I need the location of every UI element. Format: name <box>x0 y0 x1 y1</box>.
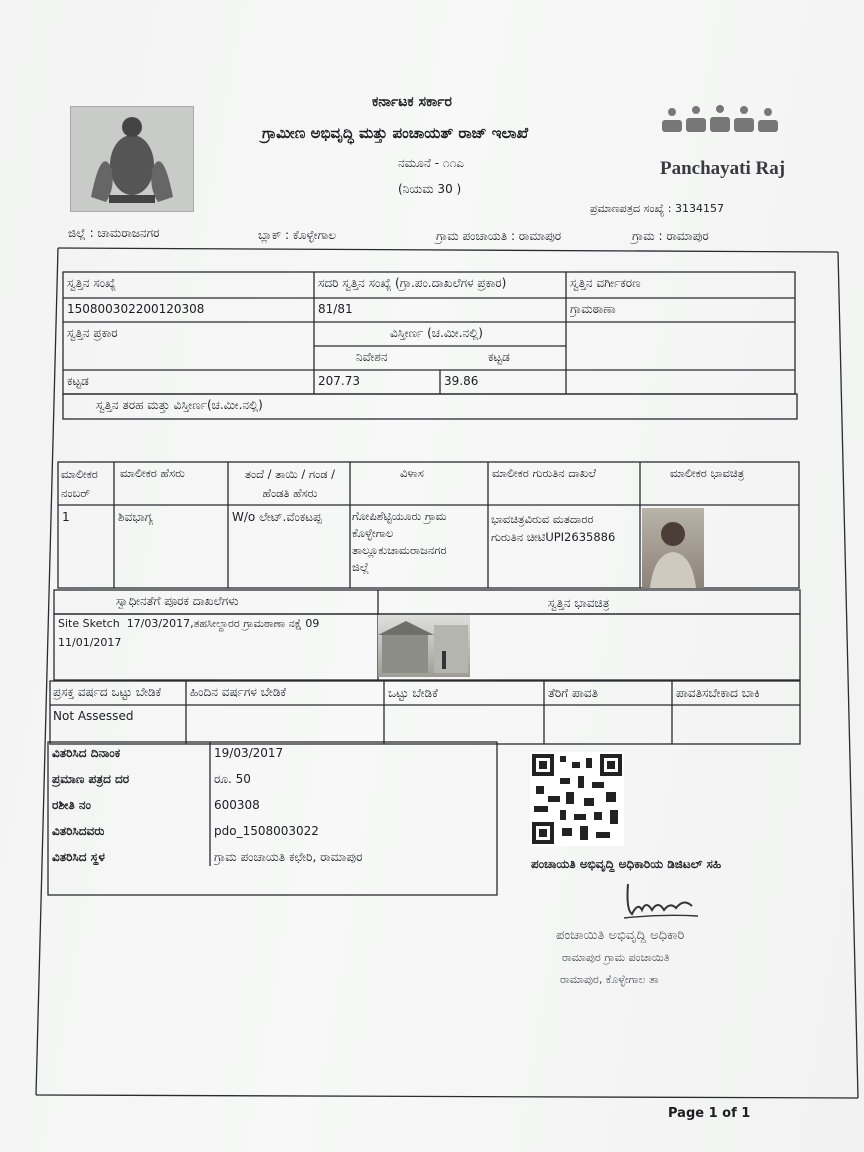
property-class: ಗ್ರಾಮಠಾಣಾ <box>570 302 616 316</box>
area-label: ವಿಸ್ತೀರ್ಣ (ಚ.ಮೀ.ನಲ್ಲಿ) <box>390 326 483 340</box>
district: ಜಿಲ್ಲೆ : ಚಾಮರಾಜನಗರ <box>68 226 160 240</box>
property-no-label: ಸ್ವತ್ತಿನ ಸಂಖ್ಯೆ <box>67 276 116 290</box>
owner-photo <box>642 508 704 588</box>
id-header: ಮಾಲೀಕರ ಗುರುತಿನ ದಾಖಲೆ <box>492 466 597 480</box>
stamp-line-1: ಪಂಚಾಯಿತಿ ಅಭಿವೃದ್ಧಿ ಅಧಿಕಾರಿ <box>556 928 685 943</box>
sketch-date: 11/01/2017 <box>58 636 122 649</box>
site-sketch: Site Sketch 17/03/2017,ತಹಸೀಲ್ದಾರರ ಗ್ರಾಮಠಾಣಾ ನಕ್ಷೆ 09 <box>58 617 320 630</box>
owner-relation: W/o ಲೇಟ್.ವೆಂಕಟಪ್ಪ <box>232 510 322 524</box>
fee: ರೂ. 50 <box>214 772 251 786</box>
photo-header: ಮಾಲೀಕರ ಭಾವಚಿತ್ರ <box>670 466 745 480</box>
docs-label: ಸ್ವಾಧೀನತೆಗೆ ಪೂರಕ ದಾಖಲೆಗಳು <box>116 594 239 608</box>
property-photo <box>378 615 470 677</box>
local-no-label: ಸದರಿ ಸ್ವತ್ತಿನ ಸಂಖ್ಯೆ (ಗ್ರಾ.ಪಂ.ದಾಖಲೆಗಳ ಪ್ರಕಾರ) <box>318 276 507 290</box>
receipt-no: 600308 <box>214 798 260 812</box>
property-type: ಕಟ್ಟಡ <box>67 374 89 388</box>
dept-title: ಗ್ರಾಮೀಣ ಅಭಿವೃದ್ಧಿ ಮತ್ತು ಪಂಚಾಯತ್ ರಾಜ್ ಇಲಾಖೆ <box>262 124 529 142</box>
stamp-line-3: ರಾಮಾಪುರ, ಕೊಳ್ಳೇಗಾಲ ತಾ <box>560 973 659 986</box>
form-number: ನಮೂನೆ - ೧೧ಎ <box>398 156 464 170</box>
type-label: ಸ್ವತ್ತಿನ ಪ್ರಕಾರ <box>67 326 118 340</box>
site-label: ನಿವೇಶನ <box>356 350 388 364</box>
class-label: ಸ್ವತ್ತಿನ ವರ್ಗೀಕರಣ <box>570 276 641 290</box>
desc-label: ಸ್ವತ್ತಿನ ತರಹ ಮತ್ತು ವಿಸ್ತೀರ್ಣ(ಚ.ಮೀ.ನಲ್ಲಿ) <box>96 398 263 412</box>
receipt-label: ರಶೀತಿ ನಂ <box>52 798 91 812</box>
village: ಗ್ರಾಮ : ರಾಮಾಪುರ <box>632 229 709 243</box>
owner-no-header: ಮಾಲೀಕರ ನಂಬರ್ <box>61 467 98 500</box>
gram-panchayat: ಗ್ರಾಮ ಪಂಚಾಯತಿ : ರಾಮಾಪುರ <box>436 229 562 243</box>
issue-place-label: ವಿತರಿಸಿದ ಸ್ಥಳ <box>52 850 105 864</box>
tax-current-value: Not Assessed <box>53 709 134 723</box>
certificate-number: ಪ್ರಮಾಣಪತ್ರದ ಸಂಖ್ಯೆ : 3134157 <box>590 202 725 215</box>
govt-title: ಕರ್ನಾಟಕ ಸರ್ಕಾರ <box>372 94 452 110</box>
tax-previous-header: ಹಿಂದಿನ ವರ್ಷಗಳ ಬೇಡಿಕೆ <box>190 685 287 699</box>
issue-date: 19/03/2017 <box>214 746 284 760</box>
digital-signature-label: ಪಂಚಾಯತಿ ಅಭಿವೃದ್ಧಿ ಅಧಿಕಾರಿಯ ಡಿಜಿಟಲ್ ಸಹಿ <box>531 857 722 871</box>
owner-name: ಶಿವಭಾಗ್ಯ <box>118 510 153 524</box>
address-header: ವಿಳಾಸ <box>400 466 424 480</box>
owner-no: 1 <box>62 510 70 524</box>
block: ಬ್ಲಾಕ್ : ಕೊಳ್ಳೇಗಾಲ <box>258 228 337 242</box>
issued-by: pdo_1508003022 <box>214 824 319 838</box>
tax-total-header: ಒಟ್ಟು ಬೇಡಿಕೆ <box>388 686 438 700</box>
stamp-line-2: ರಾಮಾಪುರ ಗ್ರಾಮ ಪಂಚಾಯಿತಿ <box>562 951 670 964</box>
owner-address: ಗೋಪಿಶೆಟ್ಟಿಯೂರು ಗ್ರಾಮ ಕೊಳ್ಳೇಗಾಲ ತಾಲ್ಲೂಕುಚಾಮರಾಜನಗರ ಜಿಲ್ಲೆ <box>352 509 447 574</box>
owner-name-header: ಮಾಲೀಕರ ಹೆಸರು <box>120 466 185 480</box>
property-no: 150800302200120308 <box>67 302 205 316</box>
handwritten-signature-icon <box>620 880 710 920</box>
relation-header: ತಂದೆ / ತಾಯಿ / ಗಂಡ / ಹೆಂಡತಿ ಹೆಸರು <box>244 467 336 500</box>
issue-date-label: ವಿತರಿಸಿದ ದಿನಾಂಕ <box>52 746 121 760</box>
owner-id-doc: ಭಾವಚಿತ್ರವಿರುವ ಮತದಾರರ ಗುರುತಿನ ಚೀಟಿUPI2635886 <box>491 512 616 544</box>
building-area: 39.86 <box>444 374 479 388</box>
tax-paid-header: ತೆರಿಗೆ ಪಾವತಿ <box>548 686 598 700</box>
property-photo-label: ಸ್ವತ್ತಿನ ಭಾವಚಿತ್ರ <box>548 596 610 610</box>
fee-label: ಪ್ರಮಾಣ ಪತ್ರದ ದರ <box>52 772 130 786</box>
issued-by-label: ವಿತರಿಸಿದವರು <box>52 824 105 838</box>
page-number: Page 1 of 1 <box>668 1106 751 1121</box>
tax-due-header: ಪಾವತಿಸಬೇಕಾದ ಬಾಕಿ <box>676 686 760 700</box>
tax-current-header: ಪ್ರಸಕ್ತ ವರ್ಷದ ಒಟ್ಟು ಬೇಡಿಕೆ <box>53 685 162 699</box>
local-no: 81/81 <box>318 302 353 316</box>
site-area: 207.73 <box>318 374 360 388</box>
issue-place: ಗ್ರಾಮ ಪಂಚಾಯತಿ ಕಛೇರಿ, ರಾಮಾಪುರ <box>214 850 363 864</box>
qr-code-icon <box>530 752 624 846</box>
building-label: ಕಟ್ಟಡ <box>488 350 510 364</box>
panchayati-raj-logo-text: Panchayati Raj <box>660 158 786 179</box>
rule-number: (ನಿಯಮ 30 ) <box>398 182 462 196</box>
